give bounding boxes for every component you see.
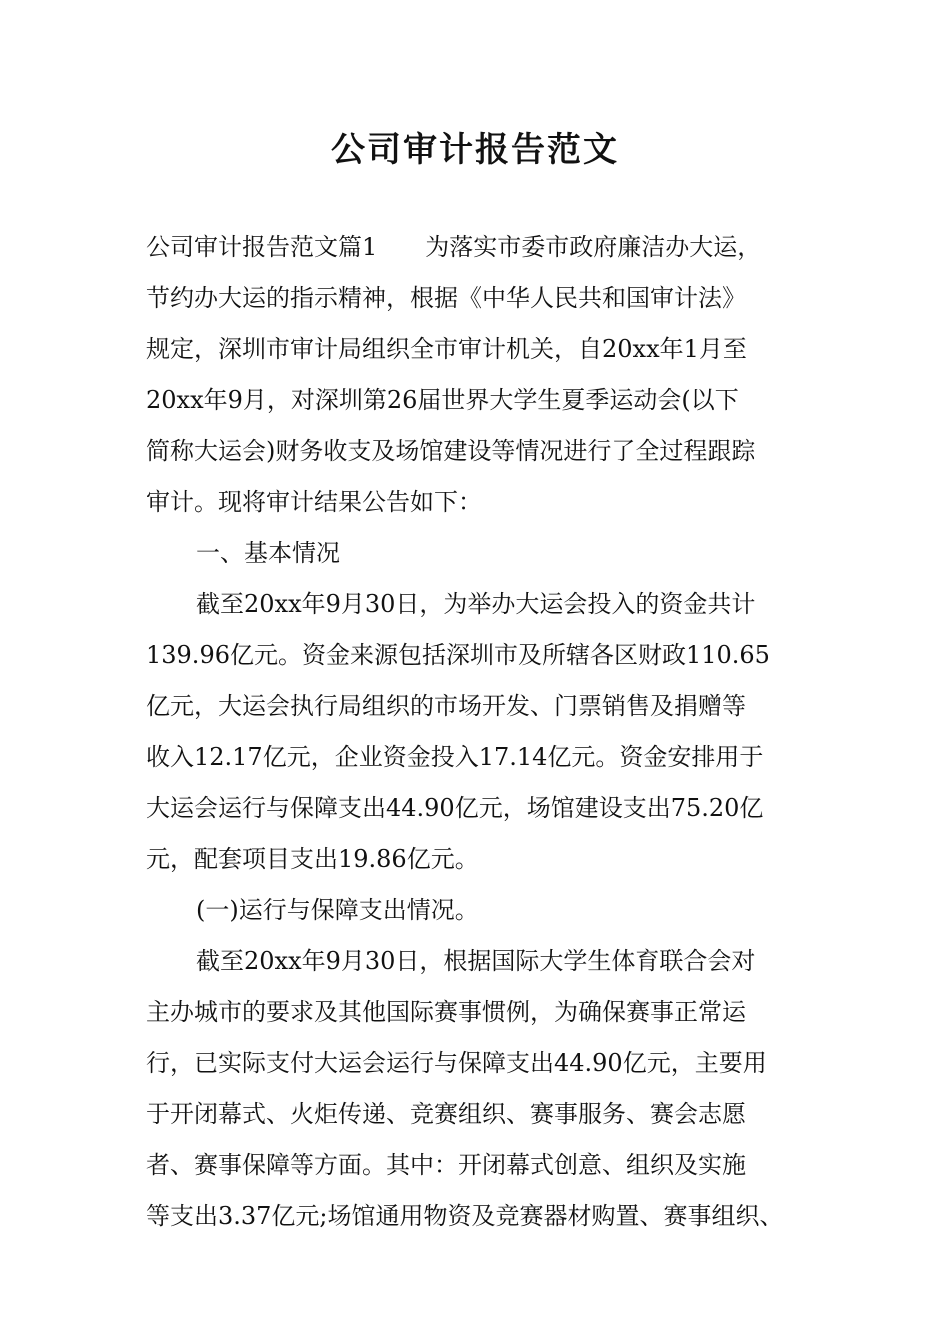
subsection-heading: (一)运行与保障支出情况。 [196,896,479,924]
section-heading: 一、基本情况 [196,539,340,567]
text-line: 者、赛事保障等方面。其中：开闭幕式创意、组织及实施 [146,1151,746,1179]
text-line: 节约办大运的指示精神，根据《中华人民共和国审计法》 [146,284,746,312]
text-line: 行，已实际支付大运会运行与保障支出44.90亿元，主要用 [146,1049,767,1077]
text-line: 于开闭幕式、火炬传递、竞赛组织、赛事服务、赛会志愿 [146,1100,746,1128]
document-body [146,222,826,1242]
text-line: 截至20xx年9月30日，为举办大运会投入的资金共计 [196,590,756,618]
text-line: 公司审计报告范文篇1 为落实市委市政府廉洁办大运， [146,233,762,261]
text-line: 审计。现将审计结果公告如下： [146,488,482,516]
text-line: 大运会运行与保障支出44.90亿元，场馆建设支出75.20亿 [146,794,764,822]
text-line: 亿元，大运会执行局组织的市场开发、门票销售及捐赠等 [146,692,746,720]
document-title: 公司审计报告范文 [331,130,619,170]
text-line: 截至20xx年9月30日，根据国际大学生体育联合会对 [196,947,756,975]
text-line: 收入12.17亿元，企业资金投入17.14亿元。资金安排用于 [146,743,764,771]
text-line: 规定，深圳市审计局组织全市审计机关，自20xx年1月至 [146,335,747,363]
text-line: 139.96亿元。资金来源包括深圳市及所辖各区财政110.65 [146,641,770,669]
text-line: 元，配套项目支出19.86亿元。 [146,845,479,873]
text-line: 简称大运会)财务收支及场馆建设等情况进行了全过程跟踪 [146,437,756,465]
text-line: 主办城市的要求及其他国际赛事惯例，为确保赛事正常运 [146,998,746,1026]
text-line: 20xx年9月，对深圳第26届世界大学生夏季运动会(以下 [146,386,739,414]
text-line: 等支出3.37亿元;场馆通用物资及竞赛器材购置、赛事组织、 [146,1202,784,1230]
